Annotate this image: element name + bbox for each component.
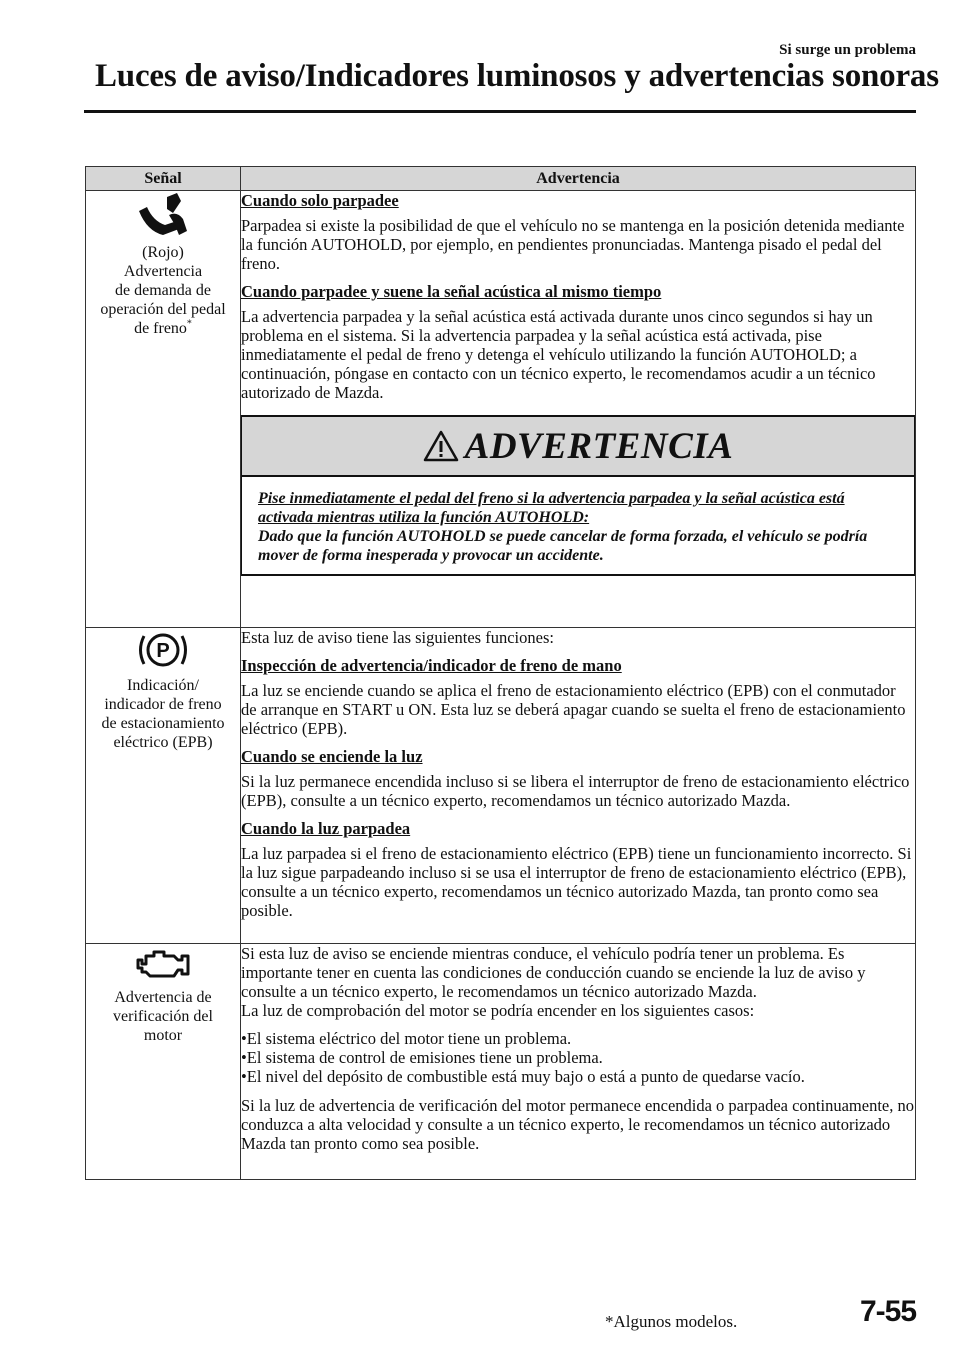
- paragraph: Si la luz de advertencia de verificación del motor permanece encendida o parpadea continuamente, no conduzca a alta velocidad y consulte a un técnico experto, le recomendamos un técnico autorizado Mazda tan pronto como sea posible.: [241, 1096, 914, 1153]
- list-item: •El nivel del depósito de combustible está muy bajo o está a punto de quedarse vacío.: [241, 1067, 805, 1086]
- signal-label-line: motor: [143, 1027, 183, 1044]
- section-text: Si la luz permanece encendida incluso si se libera el interruptor de freno de estacionamiento eléctrico (EPB), consulte a un técnico experto, recomendamos un técnico autorizado Mazda.: [241, 772, 910, 810]
- signal-label-line: [86, 319, 240, 338]
- cases-list: [241, 1029, 915, 1086]
- engine-check-icon: [134, 944, 192, 984]
- brake-pedal-demand-icon: [133, 191, 193, 239]
- signal-label-line: Advertencia: [123, 263, 203, 280]
- signal-label-line: operación del pedal: [100, 301, 226, 318]
- footnote-mark: *: [186, 318, 192, 330]
- section-text: La luz se enciende cuando se aplica el freno de estacionamiento eléctrico (EPB) con el conmutador de arranque en START u ON. Esta luz se deberá apagar cuando se suelta el freno de estacionamiento eléctrico (EPB).: [241, 681, 906, 738]
- intro-text: Esta luz de aviso tiene las siguientes funciones:: [241, 628, 554, 647]
- column-header-warning: Advertencia: [241, 167, 916, 191]
- page-title: Luces de aviso/Indicadores luminosos y advertencias sonoras: [95, 58, 939, 94]
- signal-cell: [86, 628, 241, 944]
- signal-cell: [86, 191, 241, 628]
- section-heading: Cuando la luz parpadea: [241, 819, 411, 838]
- section-heading: Cuando solo parpadee: [241, 191, 399, 210]
- signal-label-line: indicador de freno: [104, 696, 222, 713]
- warning-title: ADVERTENCIA: [464, 425, 734, 467]
- paragraph: Si esta luz de aviso se enciende mientras conduce, el vehículo podría tener un problema. Es importante tener en cuenta las condiciones de conducción cuando se enciende la luz de aviso y consulte a un técnico experto, le recomendamos un técnico autorizado Mazda.: [241, 944, 866, 1001]
- page-number: 7-55: [859, 1295, 916, 1328]
- column-header-signal: Señal: [86, 167, 241, 191]
- signal-label-line: de estacionamiento: [101, 715, 225, 732]
- signal-label-line: eléctrico (EPB): [113, 734, 213, 751]
- signal-label-line: de demanda de: [115, 282, 211, 299]
- section-heading: Cuando parpadee y suene la señal acústica al mismo tiempo: [241, 282, 662, 301]
- table-row: [86, 944, 916, 1180]
- parking-brake-p-icon: [135, 628, 191, 672]
- table-row: [86, 628, 916, 944]
- warning-body: [242, 477, 914, 574]
- list-item: •El sistema eléctrico del motor tiene un problema.: [241, 1029, 572, 1048]
- list-item: •El sistema de control de emisiones tiene un problema.: [241, 1048, 603, 1067]
- advice-cell: [241, 628, 916, 944]
- signal-label-line: Advertencia de: [114, 989, 212, 1006]
- section-heading: Inspección de advertencia/indicador de freno de mano: [241, 656, 622, 675]
- advice-cell: [241, 944, 916, 1180]
- signal-label-line: Indicación/: [127, 677, 199, 694]
- paragraph: La luz de comprobación del motor se podría encender en los siguientes casos:: [241, 1001, 755, 1020]
- table-header-row: [86, 167, 916, 191]
- signal-label-line: verificación del: [113, 1008, 213, 1025]
- footnote: *Algunos modelos.: [605, 1312, 738, 1331]
- warning-text: Dado que la función AUTOHOLD se puede cancelar de forma forzada, el vehículo se podría mover de forma inesperada y provocar un accidente.: [258, 528, 868, 564]
- header-rule: [84, 110, 916, 113]
- svg-text:P: P: [156, 640, 170, 662]
- warning-lights-table: [85, 166, 916, 1180]
- signal-label-text: de freno: [134, 320, 187, 337]
- signal-label-line: (Rojo): [142, 244, 184, 261]
- warning-box: [240, 415, 916, 576]
- warning-header: [242, 417, 914, 477]
- warning-lead: Pise inmediatamente el pedal del freno si la advertencia parpadea y la señal acústica está activada mientras utiliza la función AUTOHOLD:: [258, 490, 845, 526]
- section-heading: Cuando se enciende la luz: [241, 747, 423, 766]
- advice-cell: [241, 191, 916, 628]
- section-text: La luz parpadea si el freno de estacionamiento eléctrico (EPB) tiene un funcionamiento incorrecto. Si la luz sigue parpadeando incluso si se usa el interruptor de freno de estacionamiento eléctrico (EPB), consulte a un técnico experto, recomendamos un técnico autorizado Mazda, tan pronto como sea posible.: [241, 844, 912, 920]
- warning-triangle-icon: [423, 430, 459, 462]
- signal-cell: [86, 944, 241, 1180]
- section-text: La advertencia parpadea y la señal acústica está activada durante unos cinco segundos si hay un problema en el sistema. Si la advertencia parpadea y la señal acústica está activada, pise inmediatamente el pedal de freno y detenga el vehículo utilizando la función AUTOHOLD; a continuación, póngase en contacto con un técnico experto, le recomendamos acudir a un técnico autorizado de Mazda.: [241, 307, 876, 402]
- table-row: [86, 191, 916, 628]
- section-text: Parpadea si existe la posibilidad de que el vehículo no se mantenga en la posición detenida mediante la función AUTOHOLD, por ejemplo, en pendientes pronunciadas. Mantenga pisado el pedal del freno.: [241, 216, 905, 273]
- section-title: Si surge un problema: [779, 42, 916, 58]
